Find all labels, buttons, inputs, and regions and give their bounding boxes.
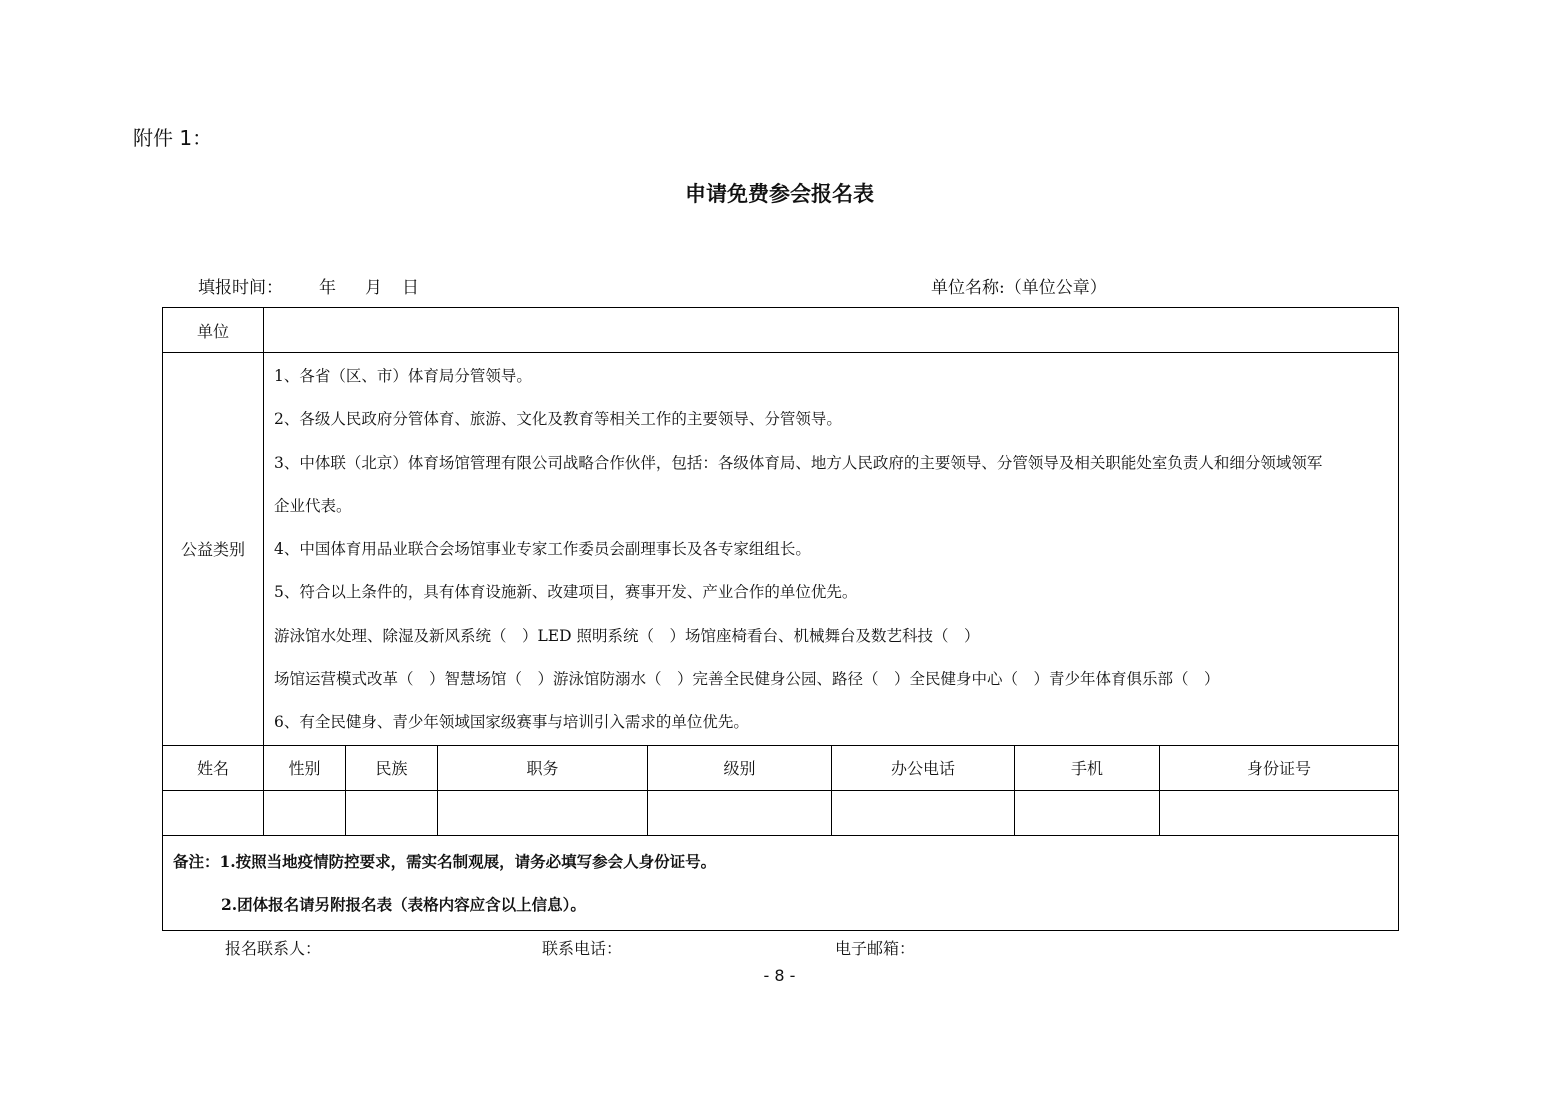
header-id-number: 身份证号 <box>1160 745 1399 790</box>
category-line: 4、中国体育用品业联合会场馆事业专家工作委员会副理事长及各专家组组长。 <box>274 540 811 559</box>
fill-time-day: 日 <box>402 278 419 298</box>
unit-label: 单位 <box>163 308 264 353</box>
position-input[interactable] <box>438 790 648 835</box>
id-number-input[interactable] <box>1160 790 1399 835</box>
category-checkbox-line[interactable]: 场馆运营模式改革（ ）智慧场馆（ ）游泳馆防溺水（ ）完善全民健身公园、路径（ ）全民健身中心（ ）青少年体育俱乐部（ ） <box>274 670 1220 689</box>
gender-input[interactable] <box>264 790 346 835</box>
page-number: - 8 - <box>763 966 796 985</box>
office-phone-input[interactable] <box>832 790 1015 835</box>
fill-time-year: 年 <box>319 278 336 298</box>
header-office-phone: 办公电话 <box>832 745 1015 790</box>
person-input-row <box>163 790 1399 835</box>
category-row <box>163 353 1399 746</box>
name-input[interactable] <box>163 790 264 835</box>
header-position: 职务 <box>438 745 648 790</box>
fill-time-month: 月 <box>365 278 382 298</box>
attachment-label: 附件 1： <box>133 126 213 150</box>
category-label: 公益类别 <box>163 353 264 746</box>
category-line: 5、符合以上条件的，具有体育设施新、改建项目，赛事开发、产业合作的单位优先。 <box>274 583 858 602</box>
note-line: 2.团体报名请另附报名表（表格内容应含以上信息）。 <box>221 894 586 914</box>
header-ethnicity: 民族 <box>346 745 438 790</box>
form-title: 申请免费参会报名表 <box>685 181 874 206</box>
fill-time <box>198 273 419 298</box>
person-header-row <box>163 745 1399 790</box>
fill-time-label: 填报时间： <box>198 278 283 298</box>
category-line: 3、中体联（北京）体育场馆管理有限公司战略合作伙伴，包括：各级体育局、地方人民政府的主要领导、分管领导及相关职能处室负责人和细分领域领军 <box>274 453 1323 472</box>
note-line: 备注：1.按照当地疫情防控要求，需实名制观展，请务必填写参会人身份证号。 <box>173 851 717 871</box>
category-line: 6、有全民健身、青少年领域国家级赛事与培训引入需求的单位优先。 <box>274 713 749 732</box>
category-line: 1、各省（区、市）体育局分管领导。 <box>274 367 532 385</box>
notes-row <box>163 835 1399 930</box>
registration-table <box>162 307 1399 931</box>
category-line: 2、各级人民政府分管体育、旅游、文化及教育等相关工作的主要领导、分管领导。 <box>274 410 842 429</box>
level-input[interactable] <box>648 790 832 835</box>
header-gender: 性别 <box>264 745 346 790</box>
mobile-input[interactable] <box>1015 790 1160 835</box>
category-content <box>264 353 1399 746</box>
unit-row <box>163 308 1399 353</box>
header-level: 级别 <box>648 745 832 790</box>
category-checkbox-line[interactable]: 游泳馆水处理、除湿及新风系统（ ）LED 照明系统（ ）场馆座椅看台、机械舞台及数艺科技（ ） <box>274 626 980 645</box>
contact-label: 报名联系人： <box>225 939 322 958</box>
header-name: 姓名 <box>163 745 264 790</box>
email-label: 电子邮箱： <box>835 939 916 958</box>
notes-cell <box>163 835 1399 930</box>
header-mobile: 手机 <box>1015 745 1160 790</box>
phone-label: 联系电话： <box>542 939 623 958</box>
org-name-label: 单位名称:（单位公章） <box>931 278 1107 298</box>
category-line: 企业代表。 <box>274 496 352 515</box>
unit-input[interactable] <box>264 308 1399 353</box>
ethnicity-input[interactable] <box>346 790 438 835</box>
